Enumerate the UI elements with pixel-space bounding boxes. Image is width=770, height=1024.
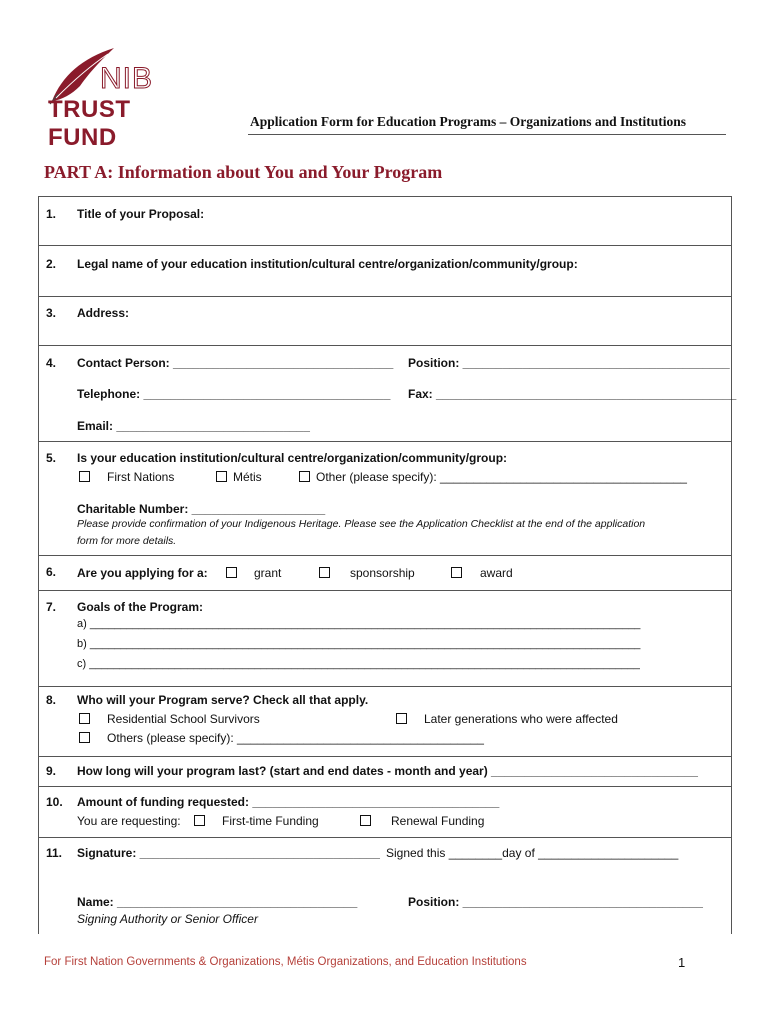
- q7-number: 7.: [46, 600, 57, 614]
- signer-position-field[interactable]: Position: ____________________________________: [408, 895, 703, 909]
- address-field[interactable]: Address:: [77, 306, 130, 320]
- checkbox-icon[interactable]: [194, 815, 205, 826]
- row-divider: [38, 555, 732, 556]
- q4-number: 4.: [46, 356, 57, 370]
- checkbox-icon[interactable]: [396, 713, 407, 724]
- row-divider: [38, 245, 732, 246]
- others-option[interactable]: [79, 731, 484, 745]
- logo-nib-text: NIB: [100, 62, 154, 95]
- goal-b-field[interactable]: b) __________________________________________________________________________________________: [77, 638, 641, 650]
- grant-option[interactable]: [226, 566, 281, 580]
- checkbox-icon[interactable]: [451, 567, 462, 578]
- renewal-funding-option[interactable]: [360, 814, 484, 828]
- metis-option[interactable]: [216, 470, 262, 484]
- award-label: award: [480, 566, 513, 580]
- q5-label: Is your education institution/cultural centre/organization/community/group:: [77, 451, 508, 465]
- program-duration-field[interactable]: How long will your program last? (start and end dates - month and year) _______________________________: [77, 764, 698, 778]
- q6-label: Are you applying for a:: [77, 566, 208, 580]
- others-label: Others (please specify): _____________________________________: [107, 731, 484, 745]
- signer-name-field[interactable]: Name: ____________________________________: [77, 895, 358, 909]
- survivors-option[interactable]: [79, 712, 260, 726]
- goal-a-field[interactable]: a) __________________________________________________________________________________________: [77, 618, 641, 630]
- goal-c-field[interactable]: c) __________________________________________________________________________________________: [77, 658, 640, 670]
- heritage-note-line2: form for more details.: [77, 535, 177, 547]
- q2-number: 2.: [46, 257, 57, 271]
- row-divider: [38, 686, 732, 687]
- q10-number: 10.: [46, 795, 63, 809]
- legal-name-field[interactable]: Legal name of your education institution/cultural centre/organization/community/group:: [77, 257, 578, 271]
- later-generations-option[interactable]: [396, 712, 618, 726]
- signature-field[interactable]: Signature: ____________________________________: [77, 846, 380, 860]
- footer-text: For First Nation Governments & Organizations, Métis Organizations, and Education Institutions: [44, 956, 527, 968]
- other-heritage-option[interactable]: [299, 470, 687, 484]
- part-a-title: PART A: Information about You and Your Program: [44, 162, 443, 182]
- first-time-funding-label: First-time Funding: [222, 814, 319, 828]
- telephone-field[interactable]: Telephone: _____________________________________: [77, 387, 391, 401]
- q6-number: 6.: [46, 565, 57, 579]
- proposal-title-field[interactable]: Title of your Proposal:: [77, 207, 205, 221]
- q8-number: 8.: [46, 693, 57, 707]
- nib-trust-fund-logo: [42, 46, 202, 151]
- award-option[interactable]: [451, 566, 513, 580]
- checkbox-icon[interactable]: [226, 567, 237, 578]
- position-field[interactable]: Position: ________________________________________: [408, 356, 730, 370]
- document-title: Application Form for Education Programs – Organizations and Institutions: [250, 114, 687, 129]
- logo-trust-fund-text: TRUST FUND: [48, 96, 131, 151]
- row-divider: [38, 441, 732, 442]
- charitable-number-field[interactable]: Charitable Number: ____________________: [77, 502, 326, 516]
- contact-person-field[interactable]: Contact Person: _________________________________: [77, 356, 394, 370]
- q1-number: 1.: [46, 207, 57, 221]
- q3-number: 3.: [46, 306, 57, 320]
- first-nations-label: First Nations: [107, 470, 175, 484]
- fax-field[interactable]: Fax: _____________________________________________: [408, 387, 737, 401]
- checkbox-icon[interactable]: [79, 713, 90, 724]
- checkbox-icon[interactable]: [299, 471, 310, 482]
- metis-label: Métis: [233, 470, 262, 484]
- renewal-funding-label: Renewal Funding: [391, 814, 485, 828]
- first-nations-option[interactable]: [79, 470, 174, 484]
- heritage-note-line1: Please provide confirmation of your Indigenous Heritage. Please see the Application Checklist at the end of the application: [77, 518, 646, 530]
- row-divider: [38, 837, 732, 838]
- page-number: 1: [678, 955, 686, 970]
- signed-date-field[interactable]: Signed this ________day of _____________________: [386, 846, 679, 860]
- grant-label: grant: [254, 566, 282, 580]
- row-divider: [38, 345, 732, 346]
- row-divider: [38, 296, 732, 297]
- row-divider: [38, 756, 732, 757]
- signing-authority-caption: Signing Authority or Senior Officer: [77, 912, 258, 926]
- q7-label: Goals of the Program:: [77, 600, 204, 614]
- sponsorship-label: sponsorship: [350, 566, 415, 580]
- first-time-funding-option[interactable]: [194, 814, 319, 828]
- title-rule: [248, 134, 726, 135]
- survivors-label: Residential School Survivors: [107, 712, 260, 726]
- requesting-label: You are requesting:: [77, 814, 181, 828]
- q9-number: 9.: [46, 764, 57, 778]
- row-divider: [38, 786, 732, 787]
- email-field[interactable]: Email: _____________________________: [77, 419, 310, 433]
- q11-number: 11.: [46, 846, 63, 860]
- checkbox-icon[interactable]: [79, 732, 90, 743]
- checkbox-icon[interactable]: [360, 815, 371, 826]
- row-divider: [38, 590, 732, 591]
- other-heritage-label: Other (please specify): _____________________________________: [316, 470, 687, 484]
- checkbox-icon[interactable]: [79, 471, 90, 482]
- funding-amount-field[interactable]: Amount of funding requested: _____________________________________: [77, 795, 500, 809]
- checkbox-icon[interactable]: [216, 471, 227, 482]
- q5-number: 5.: [46, 451, 57, 465]
- q8-label: Who will your Program serve? Check all that apply.: [77, 693, 369, 707]
- checkbox-icon[interactable]: [319, 567, 330, 578]
- later-generations-label: Later generations who were affected: [424, 712, 618, 726]
- sponsorship-option[interactable]: [319, 566, 415, 580]
